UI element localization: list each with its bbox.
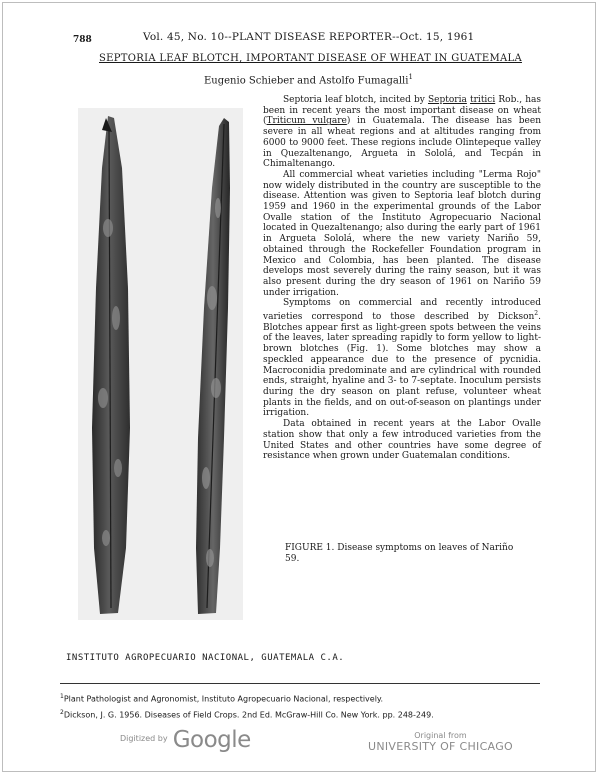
university-of-chicago: UNIVERSITY OF CHICAGO <box>368 740 513 753</box>
author-footnote-mark: 1 <box>408 73 413 81</box>
paragraph-3: Symptoms on commercial and recently introduced varieties correspond to those described by Dickson$^2$. Blotches appear first as light-green spots between the veins of the leaves, later spreading rapidly to form yellow to light-brown blotches (Fig. 1). Some blotches may show a speckled appearance due to the presence of pycnidia. Macroconidia predominate and are cylindrical with rounded ends, straight, hyaline and 3- to 7-septate. Inoculum persists during the dry season on plant refuse, volunteer wheat plants in the fields, and on out-of-season on plantings under irrigation. <box>263 298 541 419</box>
figure-caption: FIGURE 1. Disease symptoms on leaves of Nariño 59. <box>285 543 514 564</box>
leaf-right <box>196 118 230 614</box>
google-logo: Google <box>172 727 251 753</box>
digitized-by-google: $^{Digitized by}$ Google <box>120 727 251 753</box>
footnote-1: $^1$Plant Pathologist and Agronomist, Instituto Agropecuario Nacional, respectively. <box>60 693 384 704</box>
page-number: 788 <box>73 35 92 45</box>
institute-line: INSTITUTO AGROPECUARIO NACIONAL, GUATEMALA C.A. <box>66 653 345 663</box>
original-from: Original from UNIVERSITY OF CHICAGO <box>368 731 513 753</box>
leaf-left <box>92 116 130 614</box>
authors <box>204 73 413 86</box>
species-tritici: tritici <box>470 95 496 105</box>
latin-triticum-vulgare: Triticum vulgare <box>266 116 347 127</box>
genus-septoria: Septoria <box>428 95 467 105</box>
reference-mark: 2 <box>534 310 539 318</box>
article-body <box>263 95 541 462</box>
author-names: Eugenio Schieber and Astolfo Fumagalli <box>204 75 409 87</box>
paragraph-4: Data obtained in recent years at the Labor Ovalle station show that only a few introduced varieties from the United States and other countries have some degree of resistance when grown under Guatemalan conditions. <box>263 419 541 462</box>
figure-1-photo <box>78 108 243 620</box>
footnote-2: $^2$Dickson, J. G. 1956. Diseases of Field Crops. 2nd Ed. McGraw-Hill Co. New York. pp. 248-249. <box>60 708 434 720</box>
paragraph-2: All commercial wheat varieties including "Lerma Rojo" now widely distributed in the country are susceptible to the disease. Attention was given to Septoria leaf blotch during 1959 and 1960 in the experimental grounds of the Labor Ovalle station of the Instituto Agropecuario Nacional located in Quezaltenango; also during the early part of 1961 in Argueta Sololá, where the new variety Nariño 59, obtained through the Rockefeller Foundation program in Mexico and Colombia, has been planted. The disease develops most severely during the rainy season, but it was also present during the dry season of 1961 on Nariño 59 under irrigation. <box>263 169 541 298</box>
footnote-rule <box>60 683 540 684</box>
article-title: SEPTORIA LEAF BLOTCH, IMPORTANT DISEASE OF WHEAT IN GUATEMALA <box>99 53 522 64</box>
footnotes <box>60 690 560 721</box>
paragraph-1: Septoria leaf blotch, incited by Septoria tritici Rob., has been in recent years the most important disease on wheat (Triticum vulgare) in Guatemala. The disease has been severe in all wheat regions and at altitudes ranging from 6000 to 9000 feet. These regions include Olintepeque valley in Quezaltenango, Argueta in Sololá, and Tecpán in Chimaltenango. <box>263 95 541 170</box>
running-head: Vol. 45, No. 10--PLANT DISEASE REPORTER--Oct. 15, 1961 <box>143 31 475 43</box>
